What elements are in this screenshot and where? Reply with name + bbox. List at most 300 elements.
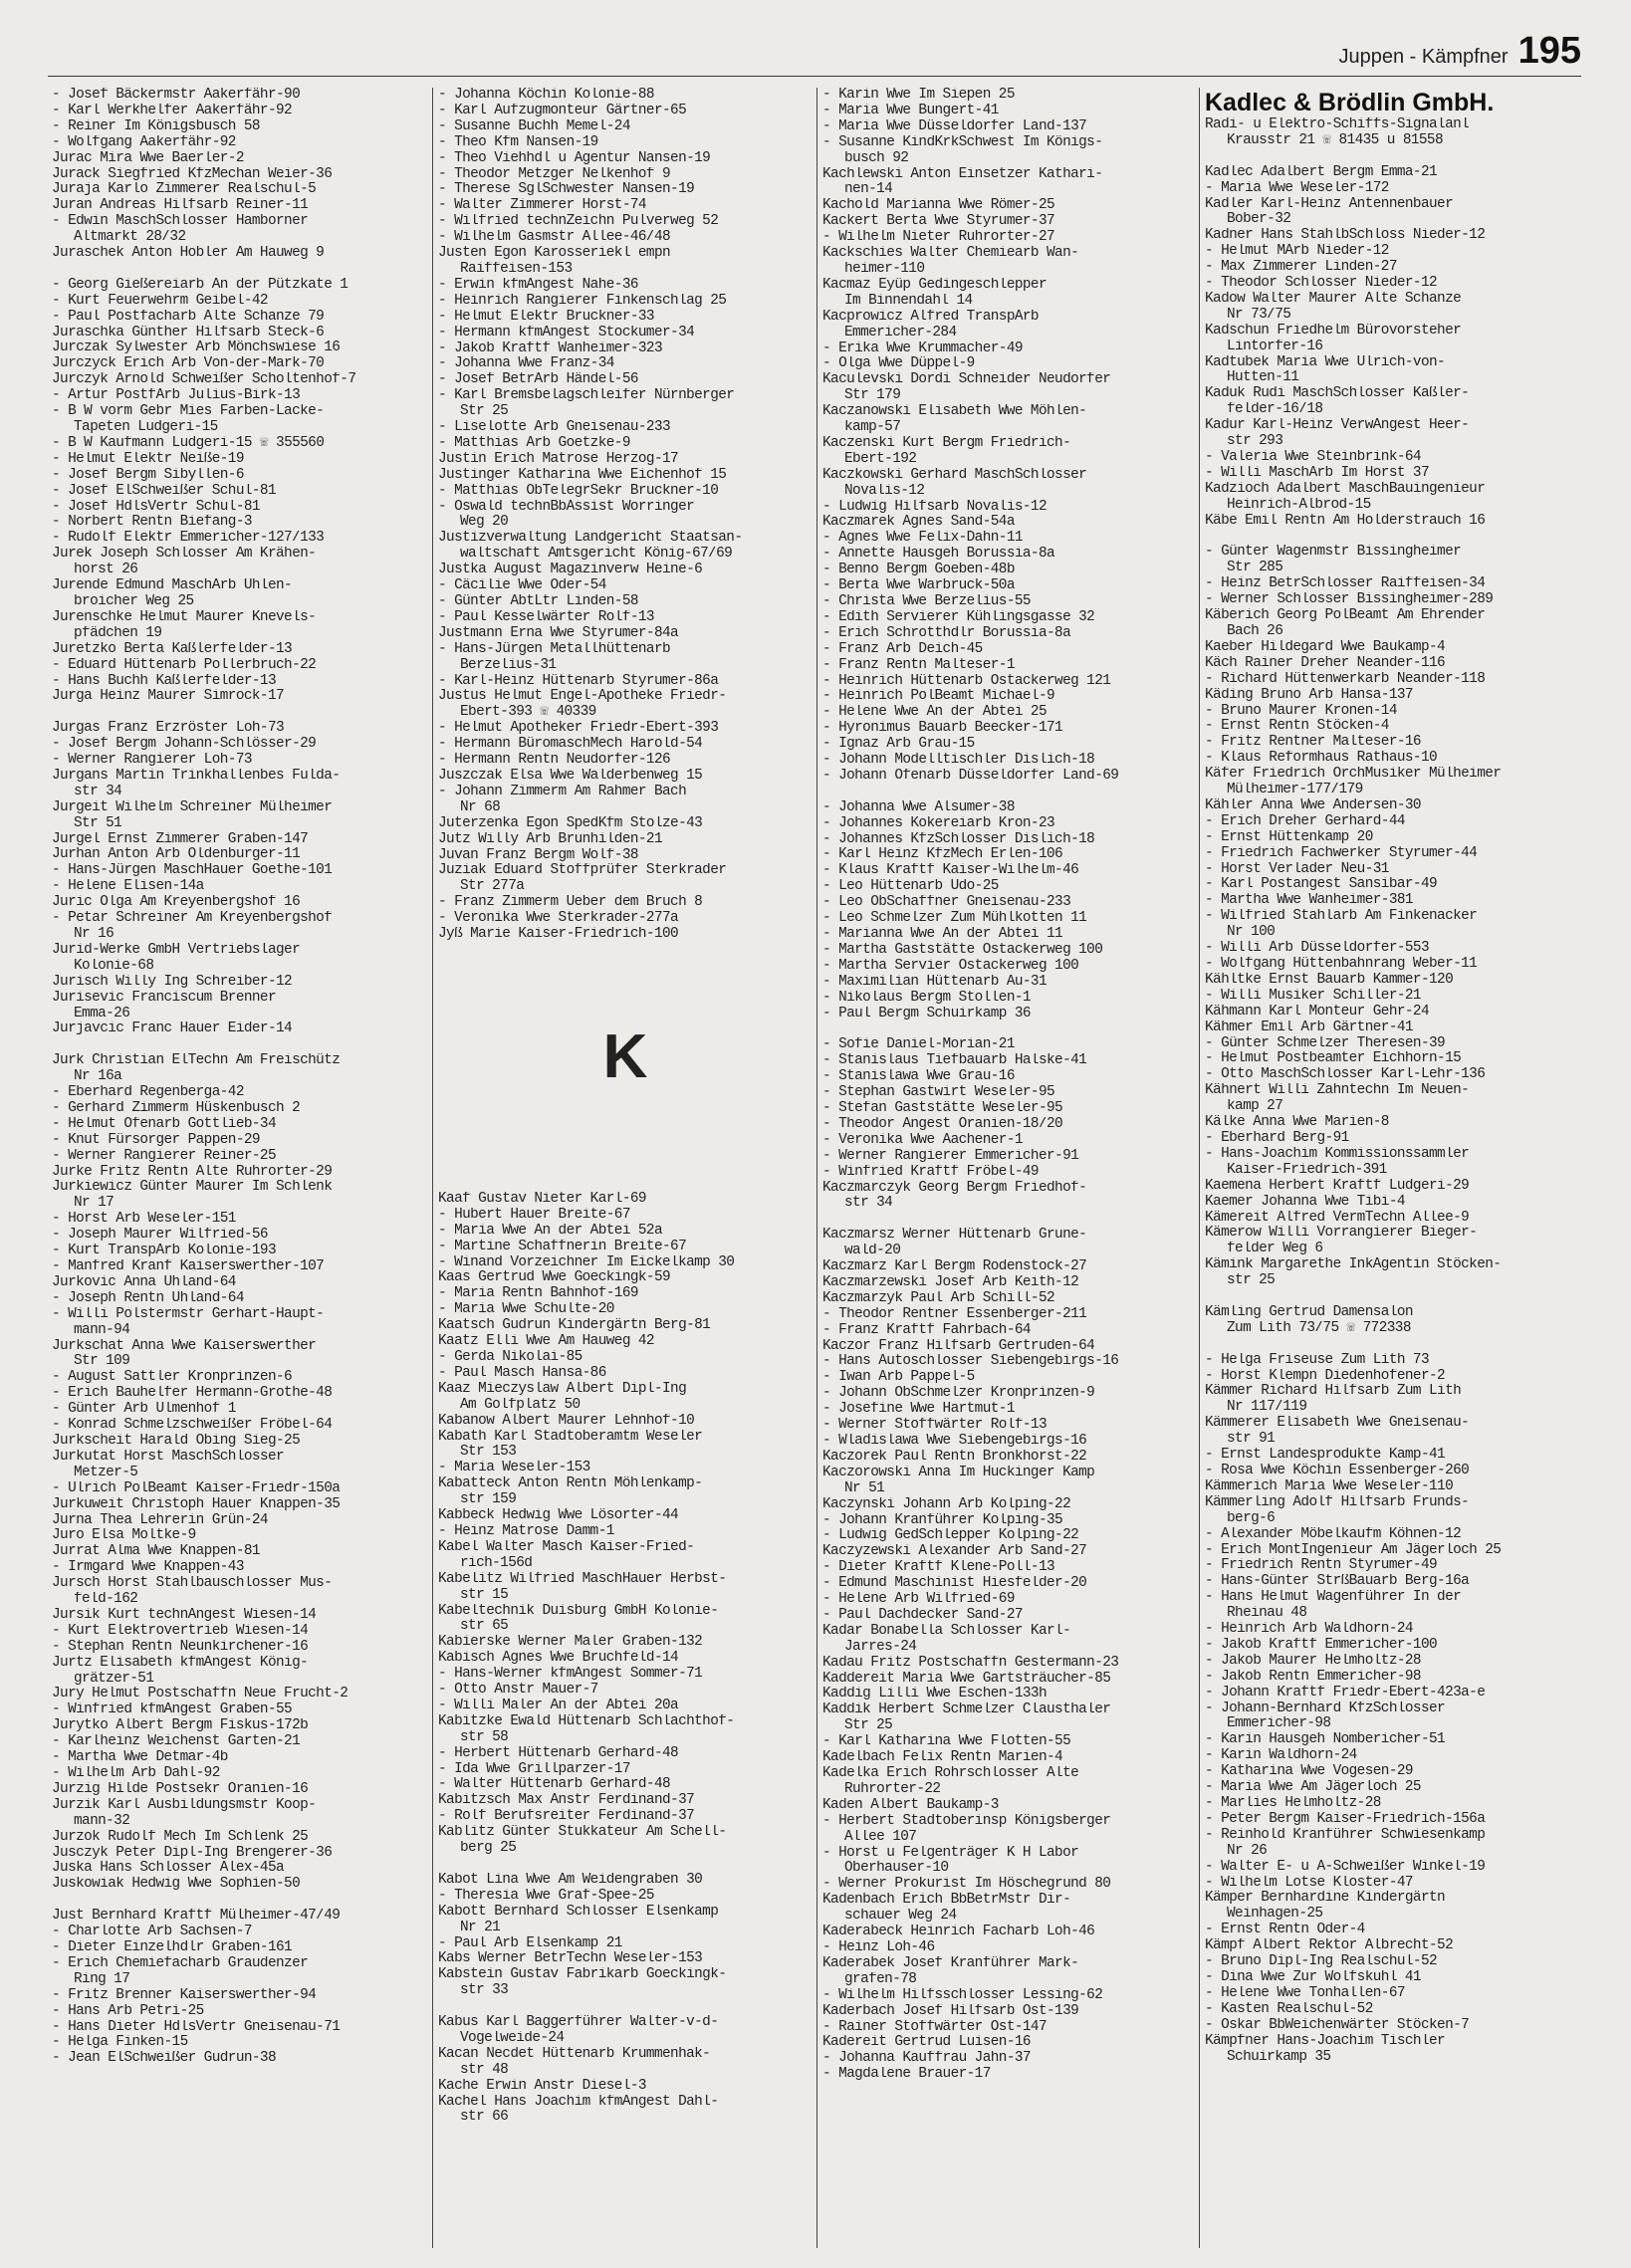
entry-line: - Fritz Rentner Malteser-16 (1205, 735, 1421, 751)
entry-line: - Martha Servier Ostackerweg 100 (822, 958, 1079, 974)
entry-line: Kabbeck Hedwig Wwe Lösorter-44 (438, 1508, 679, 1524)
entry-line: Kämerow Willi Vorrangierer Bieger- (1205, 1226, 1478, 1242)
entry-continuation: Nr 16a (74, 1069, 122, 1085)
directory-entry (1205, 608, 1583, 640)
entry-line: Jurtz Elisabeth kfmAngest König- (52, 1655, 309, 1671)
entry-line: - Günter Schmelzer Theresen-39 (1205, 1035, 1446, 1051)
directory-entry (438, 2015, 813, 2047)
directory-entry (52, 1988, 430, 2004)
entry-line: Juterzenka Egon SpedKfm Stolze-43 (438, 815, 703, 831)
entry-line: - Eduard Hüttenarb Pollerbruch-22 (52, 657, 317, 673)
directory-entry (822, 1750, 1195, 1766)
entry-line: - Johann Zimmerm Am Rahmer Bach (438, 784, 687, 799)
entry-line: - Karl Katharina Wwe Flotten-55 (822, 1734, 1071, 1750)
entry-line: Kaczynski Johann Arb Kolping-22 (822, 1496, 1071, 1512)
directory-entry (1205, 704, 1583, 720)
directory-entry (1205, 846, 1583, 862)
entry-line: - Karl Bremsbelagschleifer Nürnberger (438, 388, 735, 404)
directory-entry (822, 547, 1195, 563)
directory-entry (438, 2095, 813, 2127)
entry-line: Jurkutat Horst MaschSchlosser (52, 1449, 285, 1465)
entry-line: Jurjavcic Franc Hauer Eider-14 (52, 1021, 293, 1037)
entry-line: - Maria Wwe Bungert-41 (822, 103, 999, 118)
entry-line: - Norbert Rentn Biefang-3 (52, 515, 252, 531)
entry-line: - Johannes Kokereiarb Kron-23 (822, 815, 1055, 831)
entry-continuation: Str 179 (844, 388, 901, 404)
entry-line: Kadar Bonabella Schlosser Karl- (822, 1623, 1071, 1639)
entry-line: Jusczyk Peter Dipl-Ing Brengerer-36 (52, 1845, 333, 1861)
entry-continuation: Bober-32 (1227, 212, 1291, 228)
entry-line: Kaczorowski Anna Im Huckinger Kamp (822, 1465, 1095, 1480)
entry-line: - Erich Chemiefacharb Graudenzer (52, 1955, 309, 1971)
directory-entry (52, 1576, 430, 1608)
entry-spacer (1205, 149, 1583, 165)
entry-line: - Jakob Kraftf Wanheimer-323 (438, 340, 663, 356)
directory-entry (52, 642, 430, 658)
entry-line: - Paul Postfacharb Alte Schanze 79 (52, 309, 325, 325)
entry-line: - Karin Waldhorn-24 (1205, 1748, 1357, 1764)
entry-line: Kaaf Gustav Nieter Karl-69 (438, 1191, 646, 1207)
directory-entry (822, 1418, 1195, 1434)
entry-line: Kämling Gertrud Damensalon (1205, 1304, 1413, 1320)
directory-entry (822, 1956, 1195, 1988)
directory-entry (438, 1430, 813, 1462)
directory-entry (438, 1714, 813, 1746)
entry-line: - Gerhard Zimmerm Hüskenbusch 2 (52, 1100, 301, 1116)
directory-entry (1205, 1369, 1583, 1385)
entry-line: - Charlotte Arb Sachsen-7 (52, 1925, 252, 1940)
directory-entry (52, 1117, 430, 1133)
directory-entry (438, 1461, 813, 1476)
directory-entry (52, 991, 430, 1022)
entry-line: - Hyronimus Bauarb Beecker-171 (822, 721, 1063, 737)
directory-entry (52, 1259, 430, 1275)
directory-entry (822, 1560, 1195, 1576)
entry-continuation: Tapeten Ludgeri-15 (74, 420, 218, 436)
directory-entry (52, 1244, 430, 1259)
directory-entry (822, 1544, 1195, 1560)
entry-line: - Hans-Jürgen Metallhüttenarb (438, 641, 671, 657)
entry-line: Kaemer Johanna Wwe Tibi-4 (1205, 1194, 1405, 1210)
directory-entry (822, 1893, 1195, 1925)
entry-line: - Karl-Heinz Hüttenarb Styrumer-86a (438, 673, 719, 689)
entry-line: - Matthias Arb Goetzke-9 (438, 435, 630, 451)
entry-line: Kadur Karl-Heinz VerwAngest Heer- (1205, 418, 1470, 434)
entry-line: - Johanna Köchin Kolonie-88 (438, 88, 654, 103)
entry-line: - Maximilian Hüttenarb Au-31 (822, 974, 1048, 990)
column-divider (816, 88, 817, 2248)
directory-entry (1205, 893, 1583, 909)
directory-entry (52, 1750, 430, 1766)
page-number: 195 (1517, 30, 1581, 72)
entry-line: - Jakob Maurer Helmholtz-28 (1205, 1653, 1421, 1669)
directory-entry (822, 1101, 1195, 1117)
directory-entry (438, 1255, 813, 1271)
entry-line: - Karin Hausgeh Nombericher-51 (1205, 1732, 1446, 1748)
entry-line: Kaczenski Kurt Bergm Friedrich- (822, 435, 1071, 451)
entry-continuation: waltschaft Amtsgericht König-67/69 (460, 547, 733, 563)
directory-entry (822, 737, 1195, 753)
entry-line: - Helga Finken-15 (52, 2035, 188, 2051)
entry-line: - Leo Hüttenarb Udo-25 (822, 879, 999, 895)
entry-line: - Eberhard Berg-91 (1205, 1130, 1349, 1146)
directory-entry (438, 1951, 813, 1967)
entry-line: Käding Bruno Arb Hansa-137 (1205, 687, 1413, 703)
directory-entry (438, 1762, 813, 1778)
entry-line: Kämmerich Maria Wwe Weseler-110 (1205, 1478, 1454, 1494)
entry-line: Kähler Anna Wwe Andersen-30 (1205, 797, 1421, 813)
directory-entry (822, 816, 1195, 832)
directory-entry (438, 1318, 813, 1334)
entry-line: - Manfred Kranf Kaiserswerther-107 (52, 1259, 325, 1275)
entry-line: - Helmut Apotheker Friedr-Ebert-393 (438, 721, 719, 737)
directory-entry (438, 500, 813, 532)
directory-entry (52, 832, 430, 848)
entry-line: - Heinz Loh-46 (822, 1939, 935, 1955)
entry-line: - Valeria Wwe Steinbrink-64 (1205, 450, 1421, 466)
entry-line: - Leo Schmelzer Zum Mühlkotten 11 (822, 911, 1087, 927)
entry-line: - Max Zimmerer Linden-27 (1205, 260, 1397, 276)
directory-entry (52, 1085, 430, 1101)
entry-line: - Ernst Rentn Stöcken-4 (1205, 719, 1389, 735)
directory-entry (438, 1793, 813, 1809)
entry-line: Käberich Georg PolBeamt Am Ehrender (1205, 608, 1486, 624)
directory-entry (52, 1940, 430, 1956)
entry-line: Jurzok Rudolf Mech Im Schlenk 25 (52, 1829, 309, 1845)
entry-line: Kämper Bernhardine Kindergärtn (1205, 1891, 1446, 1907)
directory-entry (1205, 767, 1583, 798)
entry-line: - Johann-Bernhard KfzSchlosser (1205, 1701, 1446, 1716)
entry-line: Juro Elsa Moltke-9 (52, 1528, 196, 1544)
entry-line: - Josef Bäckermstr Aakerfähr-90 (52, 88, 301, 103)
directory-entry (822, 310, 1195, 341)
directory-entry (52, 1021, 430, 1037)
entry-line: - Klaus Reformhaus Rathaus-10 (1205, 751, 1438, 767)
directory-entry (52, 1101, 430, 1117)
entry-line: - Rudolf Elektr Emmericher-127/133 (52, 531, 325, 547)
entry-continuation: Ebert-393 ☏ 40339 (460, 705, 596, 721)
directory-entry (52, 1275, 430, 1291)
entry-continuation: str 33 (460, 1983, 509, 1999)
entry-line: - August Sattler Kronprinzen-6 (52, 1370, 293, 1386)
entry-line: - Erich Schrotthdlr Borussia-8a (822, 625, 1071, 641)
entry-line: - Werner Prokurist Im Höschegrund 80 (822, 1877, 1111, 1893)
directory-entry (52, 2020, 430, 2036)
directory-entry (438, 484, 813, 500)
entry-spacer (1205, 1289, 1583, 1305)
directory-entry (438, 769, 813, 785)
entry-line: - Wilfried technZeichn Pulverweg 52 (438, 214, 719, 230)
entry-line: - Klaus Kraftf Kaiser-Wilhelm-46 (822, 863, 1079, 879)
entry-line: Kadow Walter Maurer Alte Schanze (1205, 291, 1462, 307)
directory-entry (52, 769, 430, 800)
entry-line: Kabisch Agnes Wwe Bruchfeld-14 (438, 1651, 679, 1667)
entry-line: - Martha Gaststätte Ostackerweg 100 (822, 942, 1103, 958)
entry-line: Kaczmarzewski Josef Arb Keith-12 (822, 1274, 1079, 1290)
entry-spacer (438, 1857, 813, 1873)
entry-line: Kaeber Hildegard Wwe Baukamp-4 (1205, 639, 1446, 655)
directory-entry (822, 214, 1195, 230)
directory-entry (438, 214, 813, 230)
directory-entry (438, 230, 813, 246)
entry-line: Kämmer Richard Hilfsarb Zum Lith (1205, 1384, 1462, 1400)
entry-line: Jurisevic Franciscum Brenner (52, 990, 277, 1006)
directory-entry (822, 863, 1195, 879)
directory-entry (438, 626, 813, 642)
entry-line: - Hubert Hauer Breite-67 (438, 1207, 630, 1223)
entry-line: Kadtubek Maria Wwe Ulrich-von- (1205, 354, 1446, 370)
entry-line: - Dina Wwe Zur Wolfskuhl 41 (1205, 1969, 1421, 1985)
directory-entry (438, 1572, 813, 1604)
directory-entry (52, 515, 430, 531)
entry-line: - Karin Wwe Im Siepen 25 (822, 88, 1015, 103)
entry-line: - Josef BetrArb Händel-56 (438, 372, 638, 388)
entry-line: - Rosa Wwe Köchin Essenberger-260 (1205, 1463, 1470, 1478)
directory-entry (52, 1766, 430, 1782)
directory-entry (822, 1117, 1195, 1133)
entry-continuation: Emmericher-284 (844, 325, 957, 340)
directory-entry (52, 1846, 430, 1862)
directory-entry (822, 2051, 1195, 2067)
entry-line: - Franz Zimmerm Ueber dem Bruch 8 (438, 895, 703, 911)
directory-entry (822, 2004, 1195, 2020)
directory-entry (1205, 1495, 1583, 1527)
entry-line: Kämmerer Elisabeth Wwe Gneisenau- (1205, 1416, 1470, 1432)
entry-continuation: feld-162 (74, 1592, 138, 1608)
entry-line: - Johann Ofenarb Düsseldorfer Land-69 (822, 768, 1119, 784)
directory-entry (438, 104, 813, 119)
directory-entry (822, 769, 1195, 785)
entry-line: - Edwin MaschSchlosser Hamborner (52, 214, 309, 230)
column-divider (432, 88, 433, 2248)
directory-entry (438, 753, 813, 769)
entry-line: Juric Olga Am Kreyenbergshof 16 (52, 895, 301, 911)
entry-line: Kadschun Friedhelm Bürovorsteher (1205, 323, 1462, 339)
directory-entry (1205, 941, 1583, 957)
entry-continuation: Str 25 (460, 404, 509, 420)
entry-line: Juraja Karlo Zimmerer Realschul-5 (52, 182, 317, 198)
directory-entry (822, 167, 1195, 199)
entry-line: Kaczanowski Elisabeth Wwe Möhlen- (822, 404, 1087, 420)
directory-entry (1205, 957, 1583, 973)
entry-line: - Theresia Wwe Graf-Spee-25 (438, 1888, 654, 1904)
entry-line: - Agnes Wwe Felix-Dahn-11 (822, 531, 1023, 547)
entry-line: - Rainer Stoffwärter Ost-147 (822, 2019, 1048, 2035)
entry-line: Jutz Willy Arb Brunhilden-21 (438, 831, 663, 847)
entry-continuation: Emma-26 (74, 1006, 130, 1021)
directory-entry (822, 1339, 1195, 1355)
directory-entry (822, 927, 1195, 943)
entry-line: Jurkscheit Harald Obing Sieg-25 (52, 1433, 301, 1449)
directory-entry (52, 1165, 430, 1181)
directory-entry (1205, 2018, 1583, 2034)
directory-entry (52, 1418, 430, 1434)
entry-continuation: Altmarkt 28/32 (74, 230, 186, 246)
entry-line: Kaden Albert Baukamp-3 (822, 1797, 999, 1813)
entry-line: Kaas Gertrud Wwe Goeckingk-59 (438, 1270, 671, 1286)
directory-entry (438, 1809, 813, 1825)
directory-entry (1205, 2002, 1583, 2018)
directory-entry (438, 388, 813, 420)
directory-entry (1205, 830, 1583, 846)
directory-entry (1205, 1986, 1583, 2002)
entry-line: Kaderbach Josef Hilfsarb Ost-139 (822, 2003, 1079, 2019)
entry-line: - Helene Arb Wilfried-69 (822, 1592, 1015, 1608)
entry-line: Kabatteck Anton Rentn Möhlenkamp- (438, 1476, 703, 1492)
directory-entry (1205, 1305, 1583, 1337)
directory-entry (822, 1576, 1195, 1592)
directory-entry (822, 1466, 1195, 1497)
directory-entry (1205, 1353, 1583, 1369)
directory-entry (1205, 1195, 1583, 1211)
entry-line: Juraschka Günther Hilfsarb Steck-6 (52, 325, 325, 340)
directory-entry (1205, 1147, 1583, 1179)
directory-entry (1205, 640, 1583, 656)
entry-line: Kachold Marianna Wwe Römer-25 (822, 198, 1055, 214)
directory-entry (52, 88, 430, 104)
directory-entry (52, 1956, 430, 1988)
entry-line: - Hans Helmut Wagenführer In der (1205, 1590, 1462, 1606)
entry-line: - Ludwig Hilfsarb Novalis-12 (822, 499, 1048, 515)
entry-continuation: felder-16/18 (1227, 402, 1323, 418)
entry-continuation: str 65 (460, 1619, 509, 1635)
directory-entry (52, 1528, 430, 1544)
entry-line: Jurack Siegfried KfzMechan Weier-36 (52, 166, 333, 182)
entry-line: - Erich Bauhelfer Hermann-Grothe-48 (52, 1386, 333, 1402)
directory-entry (1205, 1464, 1583, 1479)
entry-line: Kadlec Adalbert Bergm Emma-21 (1205, 164, 1438, 180)
entry-line: Jurczyk Arnold Schweißer Scholtenhof-7 (52, 372, 356, 388)
directory-entry (822, 879, 1195, 895)
directory-entry (822, 563, 1195, 578)
entry-continuation: Kolonie-68 (74, 958, 154, 974)
directory-entry (438, 1651, 813, 1667)
entry-line: Kabot Lina Wwe Am Weidengraben 30 (438, 1872, 703, 1888)
directory-entry (52, 975, 430, 991)
entry-continuation: Nr 117/119 (1227, 1400, 1307, 1416)
directory-entry (52, 610, 430, 642)
directory-entry (1205, 1670, 1583, 1686)
entry-continuation: berg-6 (1227, 1510, 1276, 1526)
directory-entry (822, 88, 1195, 104)
entry-continuation: Zum Lith 73/75 ☏ 772338 (1227, 1320, 1411, 1336)
entry-line: - Joseph Maurer Wilfried-56 (52, 1228, 268, 1244)
directory-entry (52, 468, 430, 484)
entry-line: - Willi Musiker Schiller-21 (1205, 988, 1421, 1004)
entry-line: Kabitzsch Max Anstr Ferdinand-37 (438, 1793, 695, 1809)
entry-spacer (822, 1212, 1195, 1228)
entry-continuation: pfädchen 19 (74, 625, 162, 641)
entry-line: - Irmgard Wwe Knappen-43 (52, 1560, 244, 1576)
entry-line: Jurgel Ernst Zimmerer Graben-147 (52, 831, 309, 847)
entry-line: Kabott Bernhard Schlosser Elsenkamp (438, 1904, 719, 1920)
entry-continuation: Rheinau 48 (1227, 1606, 1307, 1622)
directory-entry (1205, 862, 1583, 878)
entry-line: - Georg Gießereiarb An der Pützkate 1 (52, 277, 349, 293)
directory-entry (52, 1434, 430, 1450)
entry-continuation: Krausstr 21 ☏ 81435 u 81558 (1227, 132, 1443, 148)
entry-continuation: str 66 (460, 2110, 509, 2126)
entry-line: Jursik Kurt technAngest Wiesen-14 (52, 1607, 317, 1623)
entry-line: - Wilhelm Arb Dahl-92 (52, 1766, 220, 1782)
directory-entry (822, 278, 1195, 310)
directory-entry (438, 1476, 813, 1508)
entry-line: Kaduk Rudi MaschSchlosser Kaßler- (1205, 386, 1470, 402)
directory-entry (822, 1672, 1195, 1688)
directory-entry (438, 1699, 813, 1714)
directory-entry (438, 294, 813, 310)
entry-line: - Hans Arb Petri-25 (52, 2003, 204, 2019)
entry-line: - Rolf Berufsreiter Ferdinand-37 (438, 1809, 695, 1825)
directory-entry (822, 436, 1195, 468)
directory-entry (1205, 418, 1583, 450)
directory-entry (438, 1683, 813, 1699)
entry-line: Jurid-Werke GmbH Vertriebslager (52, 942, 301, 958)
directory-entry (438, 278, 813, 294)
directory-entry (52, 104, 430, 119)
directory-entry (438, 1350, 813, 1366)
entry-line: - Werner Rangierer Emmericher-91 (822, 1148, 1079, 1164)
directory-entry (438, 198, 813, 214)
entry-line: Kabstein Gustav Fabrikarb Goeckingk- (438, 1967, 727, 1983)
entry-line: - Karl Werkhelfer Aakerfähr-92 (52, 103, 293, 118)
entry-line: Jurczak Sylwester Arb Mönchswiese 16 (52, 340, 341, 356)
directory-entry (438, 1524, 813, 1540)
entry-line: - Jakob Kraftf Emmericher-100 (1205, 1637, 1438, 1653)
entry-line: Jurk Christian ElTechn Am Freischütz (52, 1053, 341, 1069)
entry-line: - Otto MaschSchlosser Karl-Lehr-136 (1205, 1067, 1486, 1083)
entry-line: - Johannes KfzSchlosser Dislich-18 (822, 831, 1095, 847)
entry-line: Kaderabek Josef Kranführer Mark- (822, 1955, 1079, 1971)
entry-line: - Walter Zimmerer Horst-74 (438, 198, 646, 214)
directory-entry (1205, 1211, 1583, 1227)
directory-entry (1205, 386, 1583, 418)
directory-entry (438, 1604, 813, 1636)
column-divider (1199, 88, 1200, 2248)
directory-entry (822, 975, 1195, 991)
directory-entry (1205, 1891, 1583, 1923)
entry-continuation: Am Golfplatz 50 (460, 1397, 581, 1413)
entry-line: Kaczor Franz Hilfsarb Gertruden-64 (822, 1338, 1095, 1354)
directory-entry (52, 1656, 430, 1688)
entry-line: - Wilhelm Lotse Kloster-47 (1205, 1875, 1413, 1891)
entry-line: - Winand Vorzeichner Im Eickelkamp 30 (438, 1254, 735, 1270)
entry-line: - Maria Weseler-153 (438, 1461, 590, 1476)
directory-entry (52, 1718, 430, 1734)
directory-entry (822, 341, 1195, 357)
entry-line: Kabelitz Wilfried MaschHauer Herbst- (438, 1571, 727, 1587)
entry-line: - Hans-Joachim Kommissionssammler (1205, 1146, 1470, 1162)
entry-line: - Berta Wwe Warbruck-50a (822, 578, 1015, 594)
directory-entry (1205, 672, 1583, 688)
entry-line: Jurgeit Wilhelm Schreiner Mülheimer (52, 799, 333, 815)
entry-continuation: Heinrich-Albrod-15 (1227, 497, 1371, 513)
entry-line: - Paul Dachdecker Sand-27 (822, 1607, 1023, 1623)
entry-line: - Liselotte Arb Gneisenau-233 (438, 420, 671, 436)
entry-continuation: Oberhauser-10 (844, 1861, 949, 1877)
entry-line: Kachlewski Anton Einsetzer Kathari- (822, 166, 1103, 182)
directory-entry (822, 1798, 1195, 1814)
entry-continuation: str 25 (1227, 1273, 1276, 1289)
entry-line: - Otto Anstr Mauer-7 (438, 1683, 598, 1699)
entry-line: Kähmann Karl Monteur Gehr-24 (1205, 1004, 1430, 1020)
directory-entry (1205, 1876, 1583, 1892)
directory-entry (1205, 1384, 1583, 1416)
entry-line: - Oskar BbWeichenwärter Stöcken-7 (1205, 2017, 1470, 2033)
directory-entry (52, 658, 430, 674)
directory-entry (438, 1508, 813, 1524)
entry-line: - Willi Polstermstr Gerhart-Haupt- (52, 1306, 325, 1322)
